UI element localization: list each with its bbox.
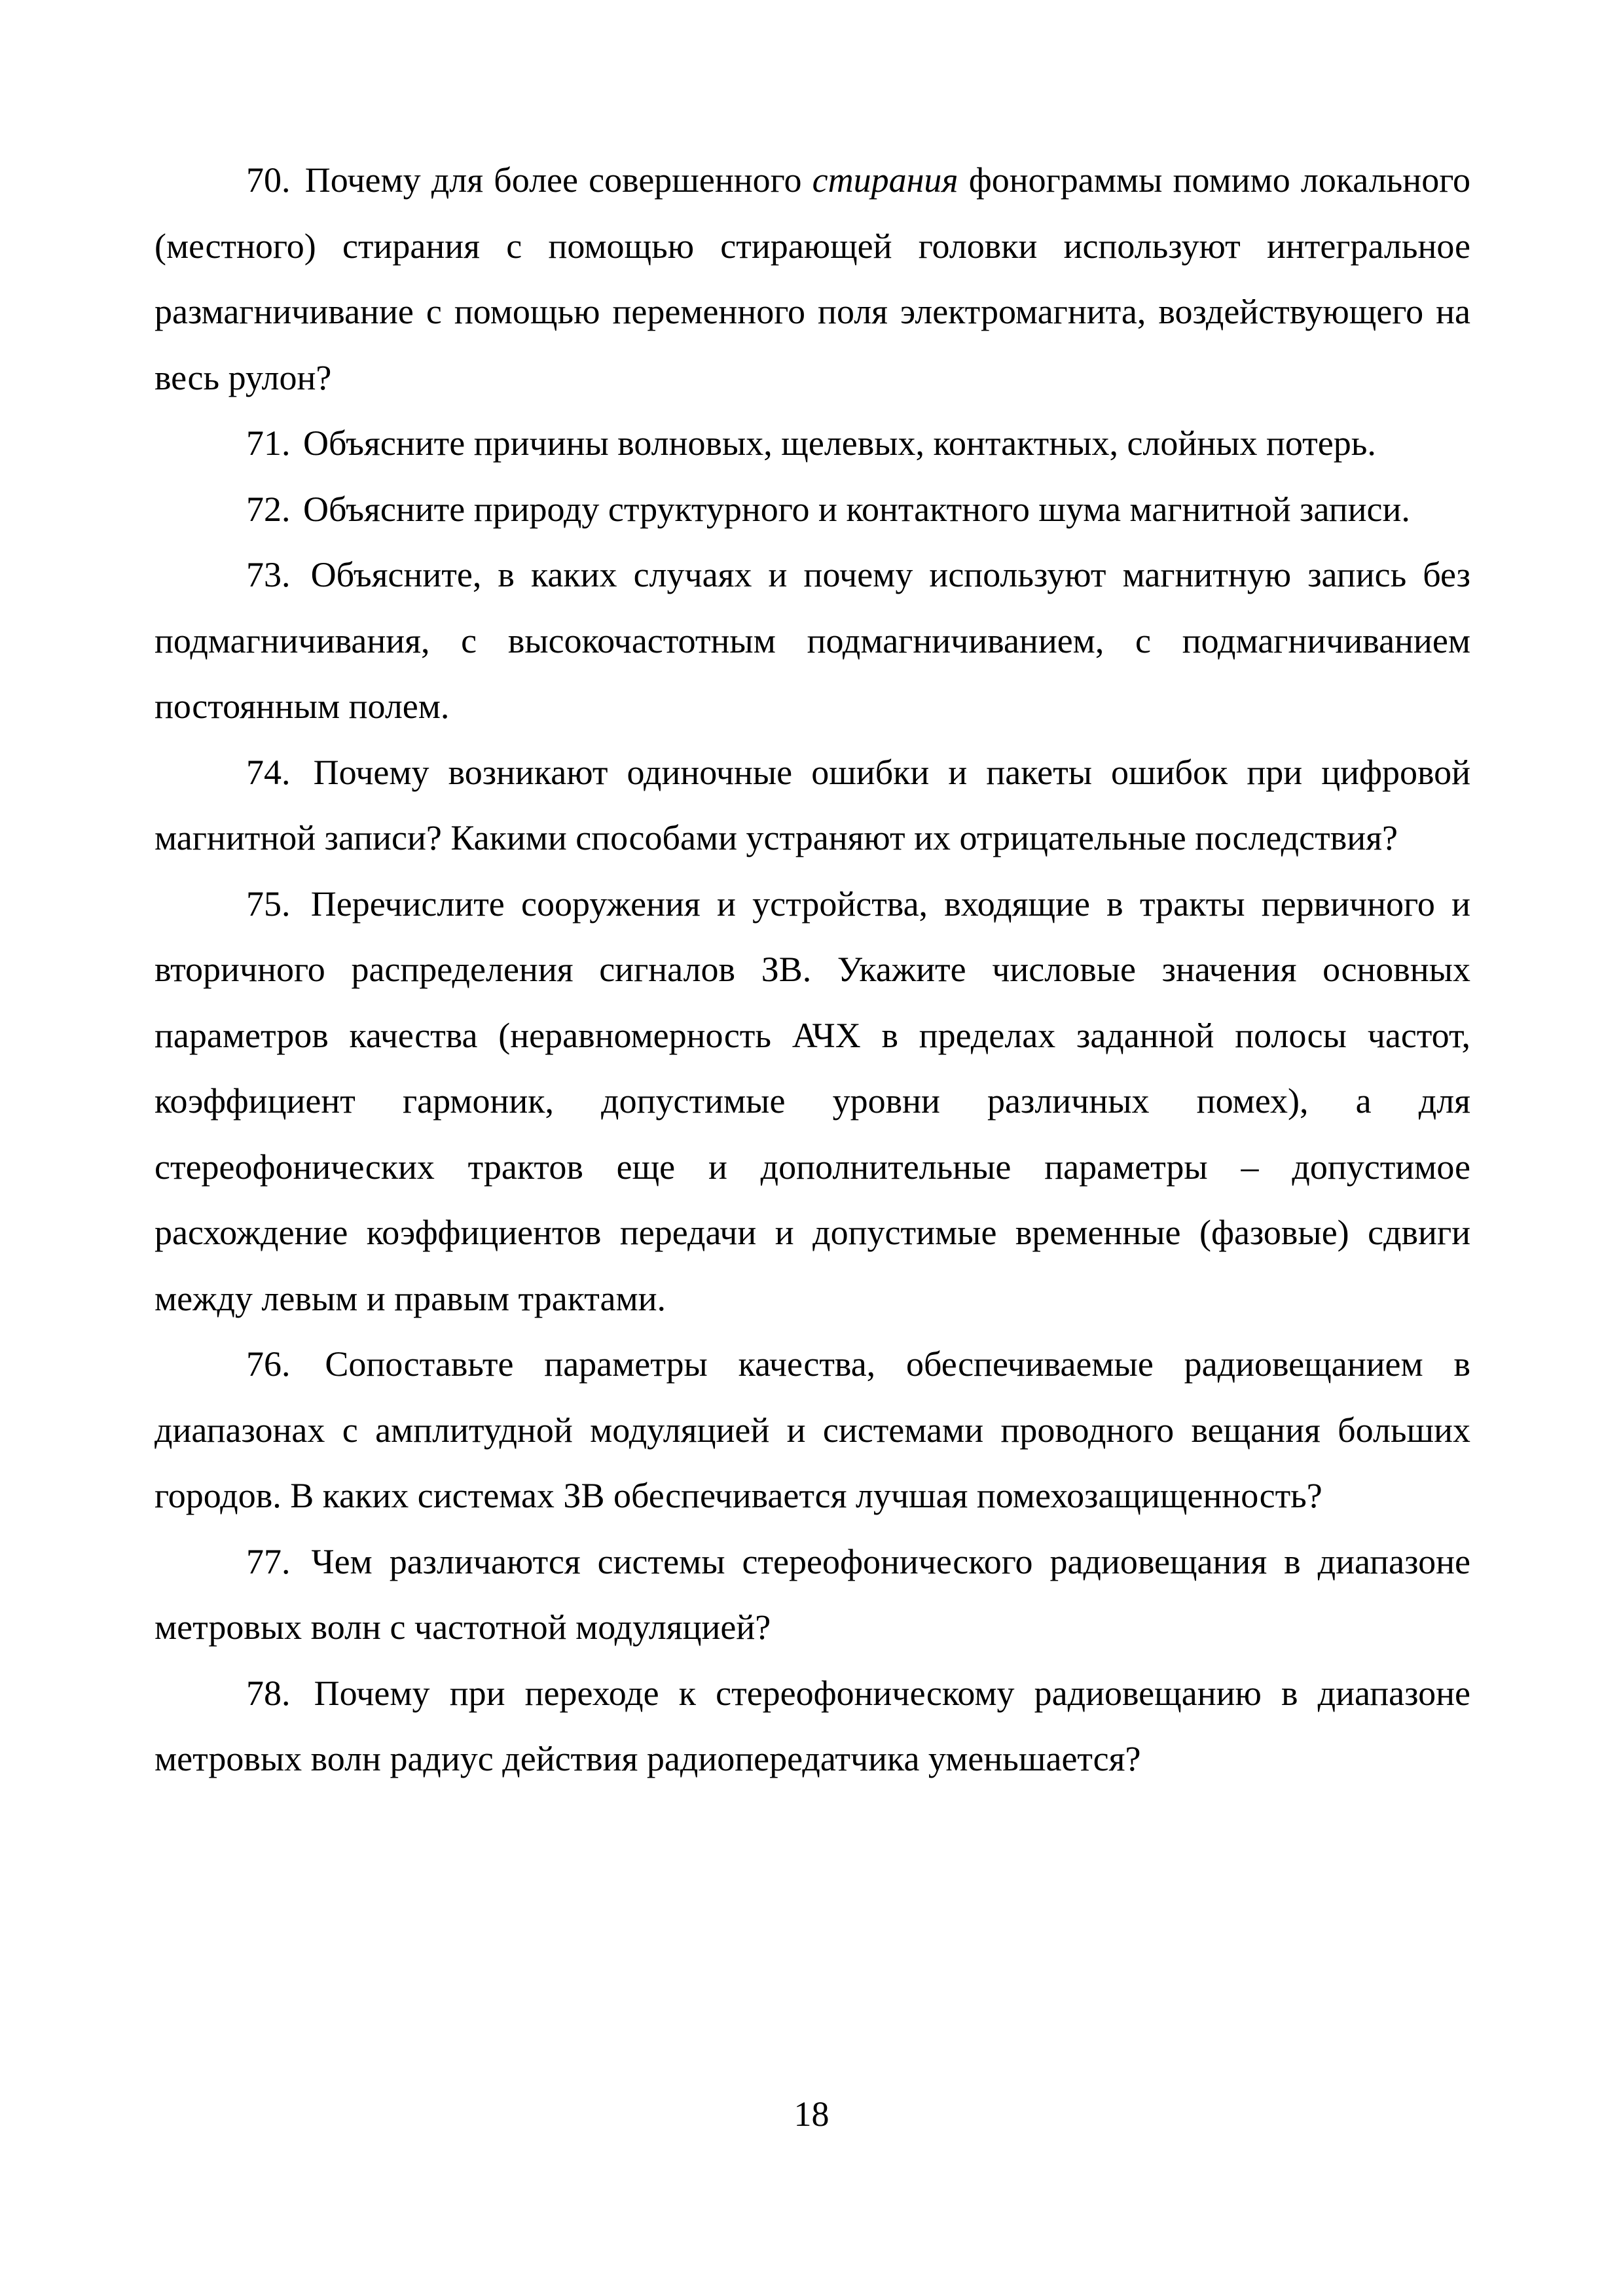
question-73 — [155, 542, 1470, 740]
question-text: Почему возникают одиночные ошибки и пакеты ошибок при цифровой магнитной записи? Какими способами устраняют их отрицательные последствия? — [155, 752, 1471, 857]
question-number: 72. — [246, 489, 291, 529]
question-text: Перечислите сооружения и устройства, входящие в тракты первичного и вторичного распределения сигналов ЗВ. Укажите числовые значения основных параметров качества (неравномерность АЧХ в пределах заданной полосы частот, коэффициент гармоник, допустимые уровни различных помех), а для стереофонических трактов еще и дополнительные параметры – допустимое расхождение коэффициентов передачи и допустимые временные (фазовые) сдвиги между левым и правым трактами. — [155, 884, 1470, 1318]
question-74 — [155, 740, 1470, 871]
question-70 — [155, 147, 1470, 410]
question-75 — [155, 871, 1470, 1332]
question-text: Объясните природу структурного и контактного шума магнитной записи. — [303, 489, 1410, 529]
question-text-end: фонограммы помимо локального (местного) стирания с помощью стирающей головки используют интегральное размагничивание с помощью переменного поля электромагнита, воздействующего на весь рулон? — [155, 160, 1470, 397]
question-text: Объясните, в каких случаях и почему используют магнитную запись без подмагничивания, с высокочастотным подмагничиванием, с подмагничиванием постоянным полем. — [155, 555, 1470, 726]
question-77 — [155, 1529, 1470, 1660]
question-text: Объясните причины волновых, щелевых, контактных, слойных потерь. — [303, 423, 1376, 463]
question-71 — [155, 410, 1470, 476]
question-78 — [155, 1660, 1470, 1792]
question-number: 76. — [246, 1344, 291, 1384]
question-text: Чем различаются системы стереофонического радиовещания в диапазоне метровых волн с частотной модуляцией? — [155, 1541, 1470, 1647]
question-number: 71. — [246, 423, 291, 463]
question-number: 75. — [246, 884, 291, 924]
question-number: 73. — [246, 555, 291, 594]
question-number: 70. — [246, 160, 291, 200]
question-text-italic: стирания — [812, 160, 958, 200]
question-list — [155, 147, 1470, 1792]
question-72 — [155, 476, 1470, 543]
question-number: 74. — [246, 752, 291, 792]
question-text-start: Почему для более совершенного — [304, 160, 812, 200]
question-text: Почему при переходе к стереофоническому радиовещанию в диапазоне метровых волн радиус действия радиопередатчика уменьшается? — [155, 1673, 1471, 1778]
question-76 — [155, 1331, 1470, 1529]
question-text: Сопоставьте параметры качества, обеспечиваемые радиовещанием в диапазонах с амплитудной модуляцией и системами проводного вещания больших городов. В каких системах ЗВ обеспечивается лучшая помехозащищенность? — [155, 1344, 1470, 1515]
question-number: 77. — [246, 1541, 291, 1581]
question-number: 78. — [246, 1673, 291, 1713]
page-number: 18 — [793, 2094, 830, 2134]
